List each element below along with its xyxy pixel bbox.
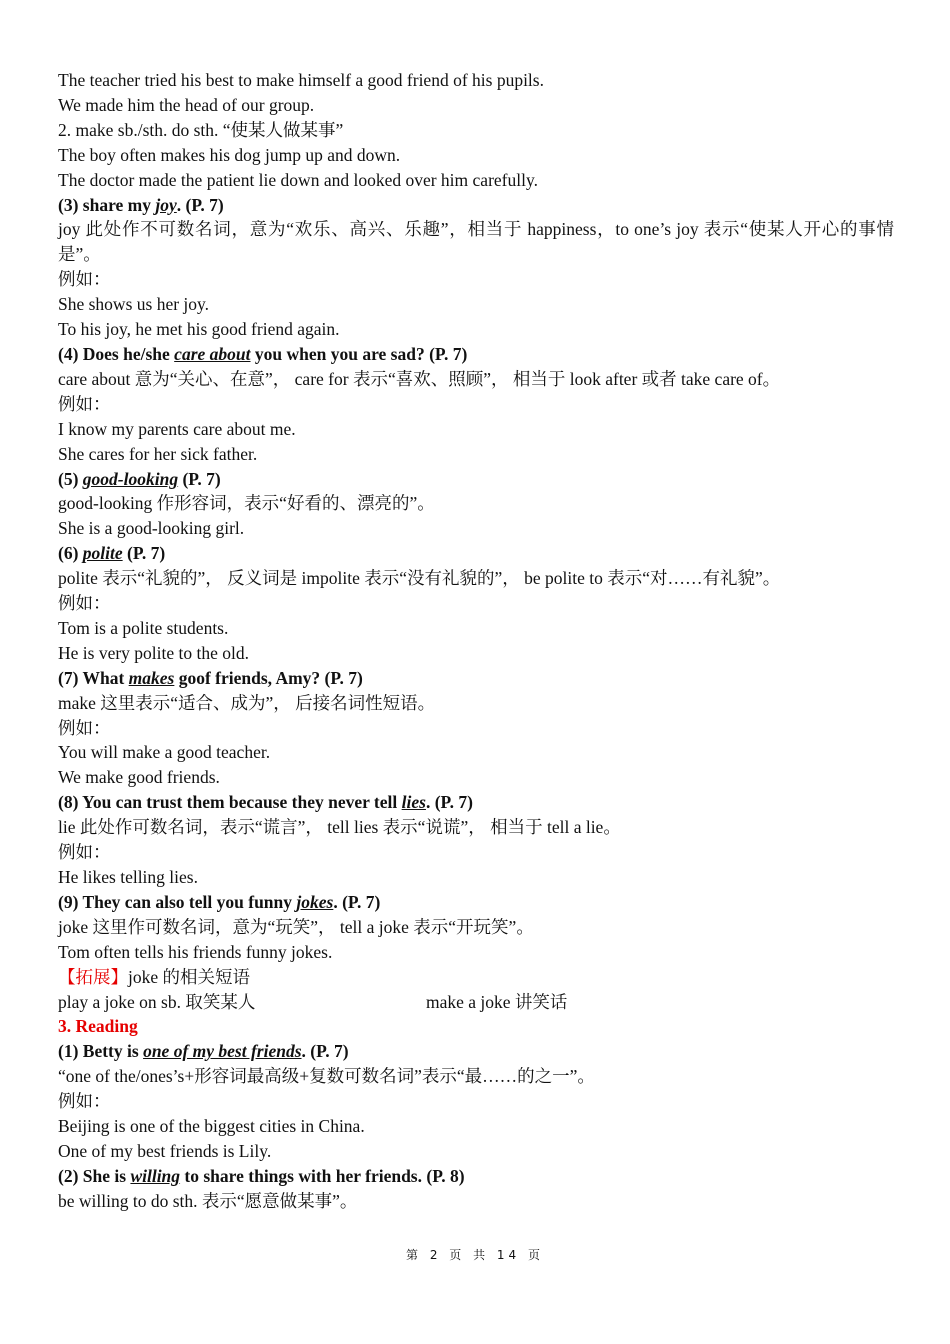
usage-point: 2. make sb./sth. do sth. “使某人做某事” xyxy=(58,119,344,140)
example-sentence: Tom is a polite students. xyxy=(58,617,229,638)
phrase-item: play a joke on sb. 取笑某人 xyxy=(58,991,256,1012)
keyword: jokes xyxy=(296,891,334,912)
explanation: be willing to do sth. 表示“愿意做某事”。 xyxy=(58,1190,358,1211)
explanation: joke 这里作可数名词，意为“玩笑”， tell a joke 表示“开玩笑”。 xyxy=(58,916,534,937)
example-sentence: She is a good-looking girl. xyxy=(58,518,245,539)
document-body xyxy=(58,68,894,1214)
phrase-item: make a joke 讲笑话 xyxy=(426,991,568,1012)
example-sentence: To his joy, he met his good friend again. xyxy=(58,319,340,340)
keyword: good-looking xyxy=(82,468,179,489)
example-sentence: Tom often tells his friends funny jokes. xyxy=(58,941,333,962)
explanation: care about 意为“关心、在意”， care for 表示“喜欢、照顾”， 相当于 look after 或者 take care of。 xyxy=(58,368,781,389)
point-heading-9: (9) They can also tell you funny jokes. (P. 7) xyxy=(58,891,381,912)
example-label: 例如： xyxy=(58,717,111,738)
example-label: 例如： xyxy=(58,842,111,863)
phrase-list xyxy=(58,990,894,1015)
keyword: joy xyxy=(155,194,177,215)
extension-tag: 【拓展】 xyxy=(58,966,128,987)
example-sentence: The boy often makes his dog jump up and down. xyxy=(58,144,401,165)
example-sentence: We made him the head of our group. xyxy=(58,94,315,115)
point-heading-4: (4) Does he/she care about you when you are sad? (P. 7) xyxy=(58,343,468,364)
example-sentence: He is very polite to the old. xyxy=(58,642,250,663)
explanation: polite 表示“礼貌的”， 反义词是 impolite 表示“没有礼貌的”， be polite to 表示“对……有礼貌”。 xyxy=(58,568,781,589)
section-heading-reading: 3. Reading xyxy=(58,1016,138,1037)
point-heading-7: (7) What makes goof friends, Amy? (P. 7) xyxy=(58,667,363,688)
example-sentence: You will make a good teacher. xyxy=(58,742,271,763)
explanation: joy 此处作不可数名词，意为“欢乐、高兴、乐趣”，相当于 happiness，to one’s joy 表示“使某人开心的事情是”。 xyxy=(58,219,894,265)
keyword: care about xyxy=(174,343,251,364)
point-heading-5: (5) good-looking (P. 7) xyxy=(58,468,221,489)
explanation: good-looking 作形容词，表示“好看的、漂亮的”。 xyxy=(58,493,435,514)
keyword: one of my best friends xyxy=(143,1041,302,1062)
keyword: lies xyxy=(401,792,426,813)
example-label: 例如： xyxy=(58,393,111,414)
point-heading-8: (8) You can trust them because they never tell lies. (P. 7) xyxy=(58,792,473,813)
point-heading-reading-2: (2) She is willing to share things with her friends. (P. 8) xyxy=(58,1165,465,1186)
explanation: “one of the/ones’s+形容词最高级+复数可数名词”表示“最……的之一”。 xyxy=(58,1066,595,1087)
keyword: willing xyxy=(130,1165,181,1186)
example-sentence: She cares for her sick father. xyxy=(58,443,258,464)
example-sentence: I know my parents care about me. xyxy=(58,418,296,439)
keyword: polite xyxy=(82,543,123,564)
example-sentence: She shows us her joy. xyxy=(58,294,210,315)
point-heading-3: (3) share my joy. (P. 7) xyxy=(58,194,224,215)
extension-note: 【拓展】joke 的相关短语 xyxy=(58,966,251,987)
explanation: make 这里表示“适合、成为”， 后接名词性短语。 xyxy=(58,692,436,713)
example-sentence: The doctor made the patient lie down and looked over him carefully. xyxy=(58,169,538,190)
example-sentence: Beijing is one of the biggest cities in China. xyxy=(58,1116,365,1137)
explanation: lie 此处作可数名词，表示“谎言”， tell lies 表示“说谎”， 相当于 tell a lie。 xyxy=(58,817,621,838)
example-sentence: We make good friends. xyxy=(58,767,220,788)
point-heading-reading-1: (1) Betty is one of my best friends. (P. 7) xyxy=(58,1041,349,1062)
example-label: 例如： xyxy=(58,269,111,290)
example-label: 例如： xyxy=(58,593,111,614)
example-sentence: He likes telling lies. xyxy=(58,867,198,887)
example-label: 例如： xyxy=(58,1091,111,1112)
example-sentence: The teacher tried his best to make himself a good friend of his pupils. xyxy=(58,70,544,90)
keyword: makes xyxy=(128,667,175,688)
example-sentence: One of my best friends is Lily. xyxy=(58,1140,272,1161)
page-footer: 第 2 页 共 14 页 xyxy=(406,1248,544,1262)
point-heading-6: (6) polite (P. 7) xyxy=(58,543,166,564)
